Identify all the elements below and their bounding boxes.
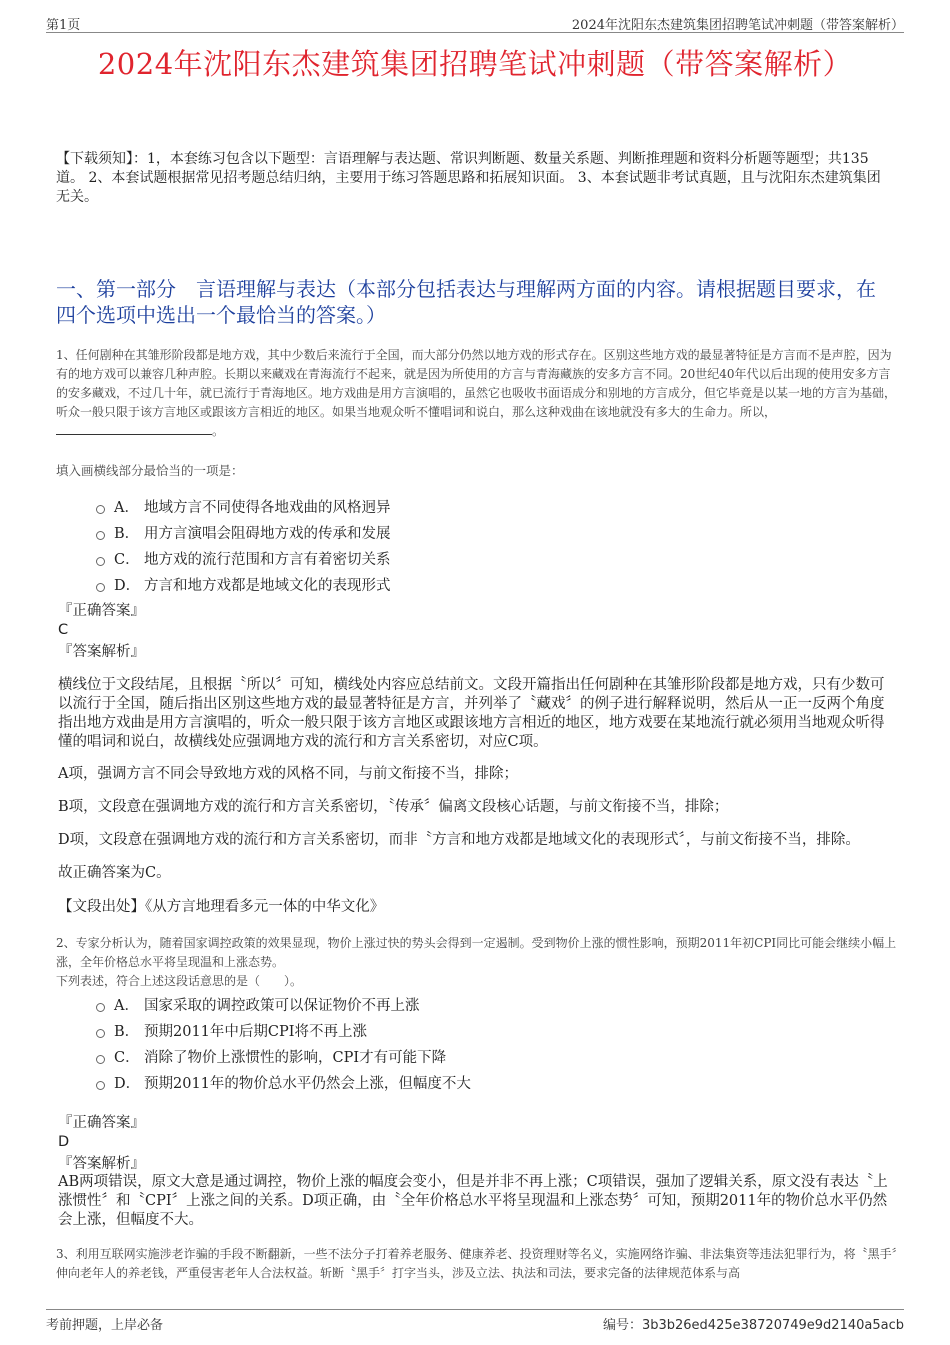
question-1-prompt: 填入画横线部分最恰当的一项是： bbox=[56, 463, 244, 478]
page-header bbox=[46, 12, 904, 33]
option-a[interactable]: A． 地域方言不同使得各地戏曲的风格迥异 bbox=[96, 493, 391, 519]
option-a[interactable]: A． 国家采取的调控政策可以保证物价不再上涨 bbox=[96, 991, 471, 1017]
option-c[interactable]: C． 消除了物价上涨惯性的影响，CPI才有可能下降 bbox=[96, 1043, 471, 1069]
radio-icon[interactable] bbox=[96, 505, 105, 514]
analysis-conclusion: 故正确答案为C。 bbox=[58, 865, 171, 881]
radio-icon[interactable] bbox=[96, 1055, 105, 1064]
question-2-prompt: 下列表述，符合上述这段话意思的是（ ）。 bbox=[56, 974, 303, 988]
option-b[interactable]: B． 预期2011年中后期CPI将不再上涨 bbox=[96, 1017, 471, 1043]
analysis-paragraph: A项，强调方言不同会导致地方戏的风格不同，与前文衔接不当，排除； bbox=[58, 766, 518, 782]
question-1-stem: 1、任何剧种在其雏形阶段都是地方戏，其中少数后来流行于全国，而大部分仍然以地方戏的形式存在。区别这些地方戏的最显著特征是方言而不是声腔，因为有的地方戏可以兼容几种声腔。长期以来藏戏在青海流行不起来，就是因为所使用的方言与青海藏族的安多方言不同。20世纪40年代以后出现的使用安多方言的安多藏戏，不过几十年，就已流行于青海地区。地方戏曲是用方言演唱的，虽然它也吸收书面语成分和别地的方言成分，但它毕竟是以某一地的方言为基础，听众一般只限于该方言地区或跟该方言相近的地区。如果当地观众听不懂唱词和说白，那么这种戏曲在该地就没有多大的生命力。所以，。 bbox=[56, 348, 897, 438]
option-d[interactable]: D． 方言和地方戏都是地域文化的表现形式 bbox=[96, 571, 391, 597]
option-b[interactable]: B． 用方言演唱会阻碍地方戏的传承和发展 bbox=[96, 519, 391, 545]
analysis-paragraph: 横线位于文段结尾，且根据〝所以〞可知，横线处内容应总结前文。文段开篇指出任何剧种在其雏形阶段都是地方戏，只有少数可以流行于全国，随后指出区别这些地方戏的最显著特征是方言，并列举了〝藏戏〞的例子进行解释说明，然后从一正一反两个角度指出地方戏曲是用方言演唱的，听众一般只限于该方言地区或跟该地方言相近的地区，地方戏要在某地流行就必须用当地观众听得懂的唱词和说白，故横线处应强调地方戏的流行和方言关系密切，对应C项。 bbox=[58, 677, 885, 750]
text-source: 【文段出处】《从方言地理看多元一体的中华文化》 bbox=[58, 899, 385, 915]
download-notice: 【下载须知】：1，本套练习包含以下题型：言语理解与表达题、常识判断题、数量关系题、判断推理题和资料分析题等题型；共135道。 2、本套试题根据常见招考题总结归纳，主要用于练习答题思路和拓展知识面。 3、本套试题非考试真题，且与沈阳东杰建筑集团无关。 bbox=[56, 151, 881, 205]
radio-icon[interactable] bbox=[96, 1029, 105, 1038]
option-d[interactable]: D． 预期2011年的物价总水平仍然会上涨，但幅度不大 bbox=[96, 1069, 471, 1095]
radio-icon[interactable] bbox=[96, 1081, 105, 1090]
correct-answer-value: D bbox=[58, 1134, 70, 1150]
analysis-paragraph: D项，文段意在强调地方戏的流行和方言关系密切，而非〝方言和地方戏都是地域文化的表现形式〞，与前文衔接不当，排除。 bbox=[58, 832, 860, 848]
document-code: 编号：3b3b26ed425e38720749e9d2140a5acb bbox=[602, 1318, 904, 1333]
radio-icon[interactable] bbox=[96, 557, 105, 566]
analysis-paragraph: AB两项错误，原文大意是通过调控，物价上涨的幅度会变小，但是并非不再上涨；C项错误，强加了逻辑关系，原文没有表达〝上涨惯性〞和〝CPI〞上涨之间的关系。D项正确，由〝全年价格总水平将呈现温和上涨态势〞可知，预期2011年的物价总水平仍然会上涨，但幅度不大。 bbox=[58, 1174, 888, 1228]
question-1-options bbox=[96, 493, 391, 597]
section-heading: 一、第一部分 言语理解与表达（本部分包括表达与理解两方面的内容。请根据题目要求，在四个选项中选出一个最恰当的答案。） bbox=[56, 277, 876, 327]
fill-blank bbox=[56, 422, 212, 435]
correct-answer-value: C bbox=[58, 622, 69, 638]
question-3-stem: 3、利用互联网实施涉老诈骗的手段不断翻新，一些不法分子打着养老服务、健康养老、投资理财等名义，实施网络诈骗、非法集资等违法犯罪行为，将〝黑手〞伸向老年人的养老钱，严重侵害老年人合法权益。斩断〝黑手〞打字当头，涉及立法、执法和司法，要求完备的法律规范体系与高 bbox=[56, 1247, 898, 1280]
page-number: 第1页 bbox=[46, 18, 81, 33]
footer-slogan: 考前押题，上岸必备 bbox=[46, 1318, 164, 1333]
radio-icon[interactable] bbox=[96, 531, 105, 540]
radio-icon[interactable] bbox=[96, 1003, 105, 1012]
page-footer bbox=[46, 1309, 904, 1332]
correct-answer-label: 『正确答案』 bbox=[58, 603, 145, 619]
header-doc-title: 2024年沈阳东杰建筑集团招聘笔试冲刺题（带答案解析） bbox=[571, 18, 904, 33]
radio-icon[interactable] bbox=[96, 583, 105, 592]
question-2-stem: 2、专家分析认为，随着国家调控政策的效果显现，物价上涨过快的势头会得到一定遏制。受到物价上涨的惯性影响，预期2011年初CPI同比可能会继续小幅上涨，全年价格总水平将呈现温和上涨态势。 bbox=[56, 936, 897, 969]
correct-answer-label: 『正确答案』 bbox=[58, 1115, 145, 1131]
analysis-paragraph: B项，文段意在强调地方戏的流行和方言关系密切，〝传承〞偏离文段核心话题，与前文衔接不当，排除； bbox=[58, 799, 729, 815]
document-title: 2024年沈阳东杰建筑集团招聘笔试冲刺题（带答案解析） bbox=[97, 47, 853, 81]
analysis-label: 『答案解析』 bbox=[58, 644, 145, 660]
option-c[interactable]: C． 地方戏的流行范围和方言有着密切关系 bbox=[96, 545, 391, 571]
analysis-label: 『答案解析』 bbox=[58, 1156, 145, 1172]
question-2-options bbox=[96, 991, 471, 1095]
